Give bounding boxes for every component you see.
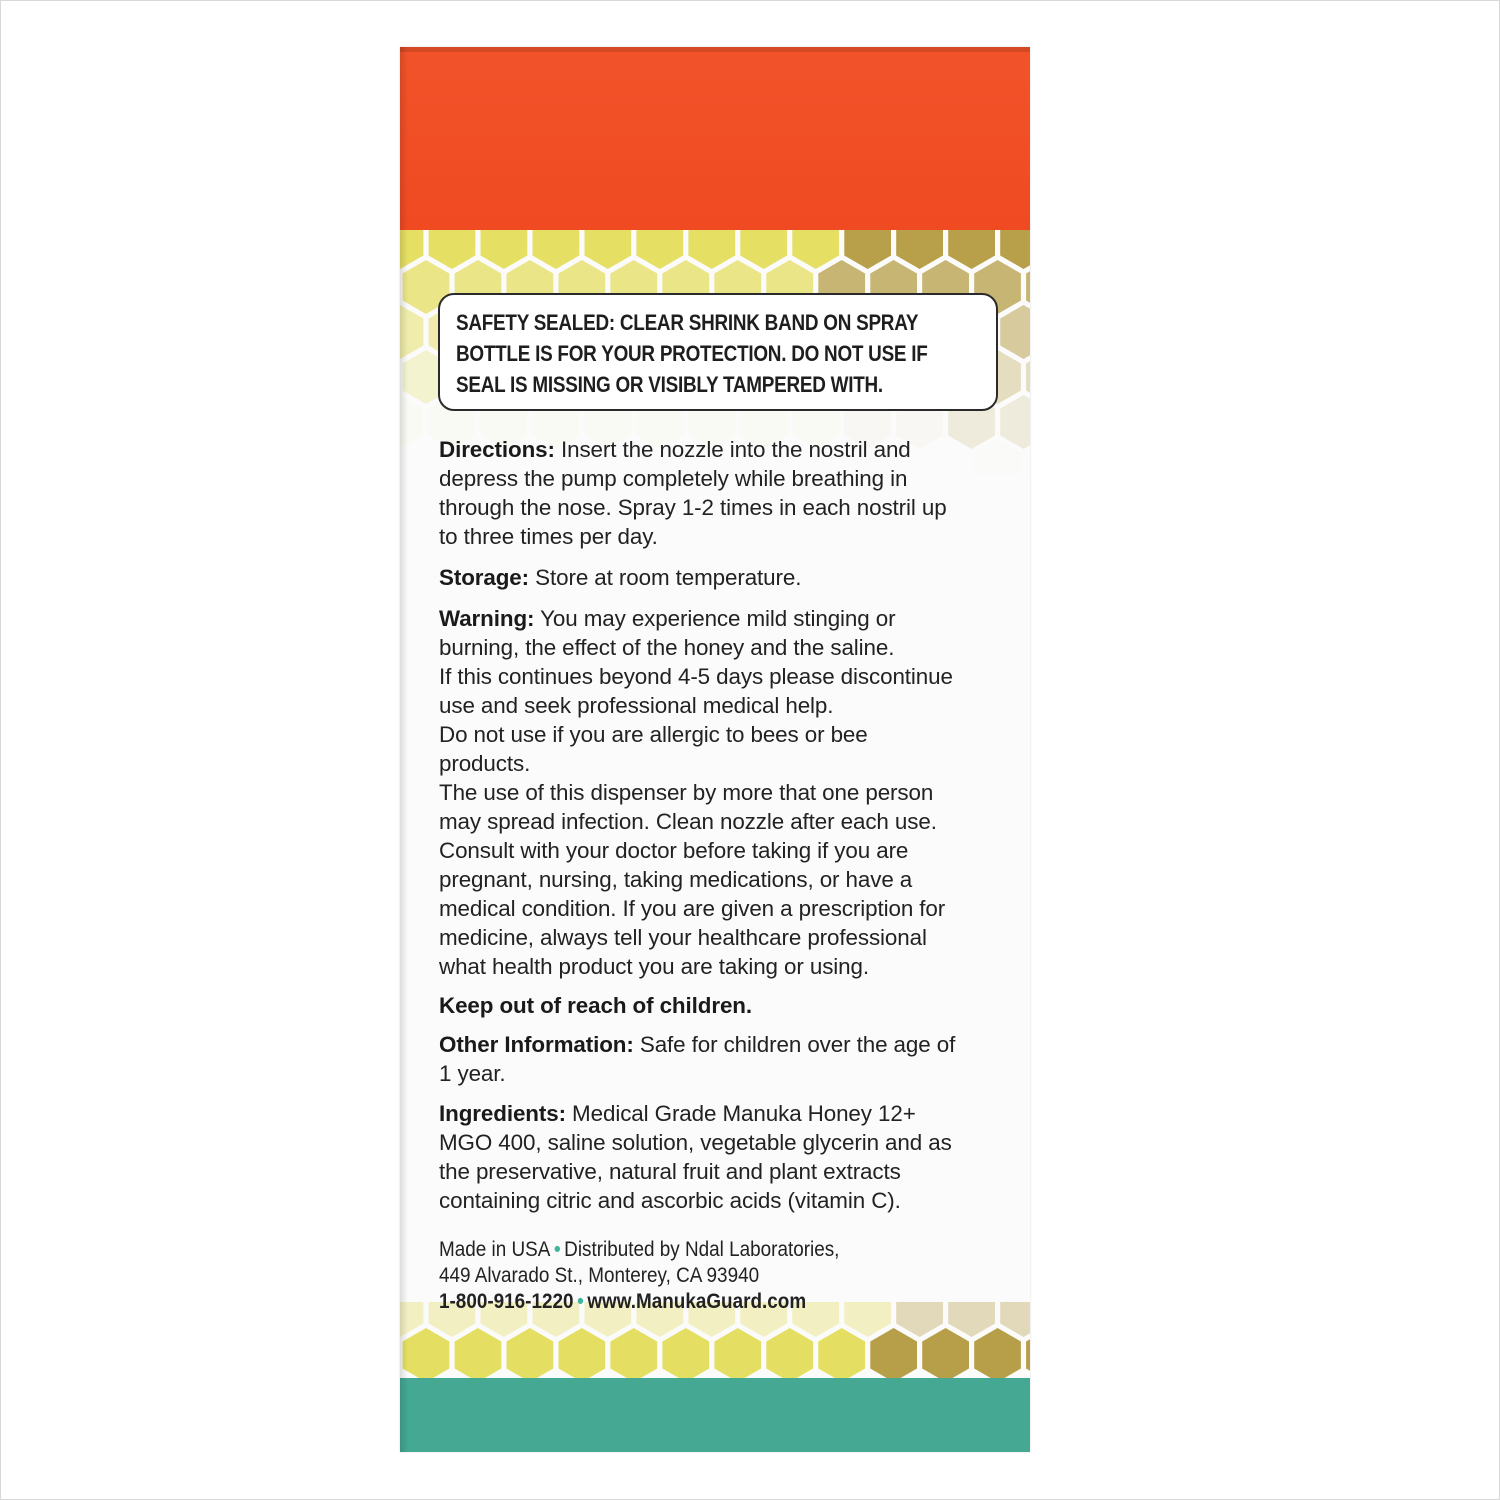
ingredients-line: containing citric and ascorbic acids (vitamin C). (439, 1188, 901, 1213)
label-content (400, 47, 1030, 1452)
separator-dot: • (577, 1290, 584, 1313)
address-text: 449 Alvarado St., Monterey, CA 93940 (439, 1264, 760, 1287)
warning-line: The use of this dispenser by more that one person (439, 780, 934, 805)
warning-line: products. (439, 751, 531, 776)
other-information-section (439, 1030, 1029, 1088)
other-information-label: Other Information: (439, 1032, 634, 1057)
separator-dot: • (553, 1238, 561, 1261)
storage-text: Store at room temperature. (529, 565, 802, 590)
warning-line: medical condition. If you are given a prescription for (439, 896, 946, 921)
directions-section (439, 435, 1029, 551)
keep-out-section (439, 991, 1029, 1020)
distributor-text: Distributed by Ndal Laboratories, (564, 1238, 840, 1261)
ingredients-line: the preservative, natural fruit and plant extracts (439, 1159, 901, 1184)
warning-line: medicine, always tell your healthcare professional (439, 925, 927, 950)
warning-line: Do not use if you are allergic to bees or bee (439, 722, 868, 747)
ingredients-section (439, 1099, 1029, 1215)
warning-line: Consult with your doctor before taking if you are (439, 838, 909, 863)
warning-line: may spread infection. Clean nozzle after each use. (439, 809, 937, 834)
directions-line: through the nose. Spray 1-2 times in each nostril up (439, 495, 947, 520)
product-box-side-panel (400, 47, 1030, 1452)
warning-text: You may experience mild stinging or (534, 606, 896, 631)
phone-number: 1-800-916-1220 (439, 1290, 574, 1313)
ingredients-text: Medical Grade Manuka Honey 12+ (565, 1101, 916, 1126)
warning-line: burning, the effect of the honey and the saline. (439, 635, 895, 660)
made-in-text: Made in USA (439, 1238, 551, 1261)
keep-out-text: Keep out of reach of children. (439, 993, 752, 1018)
warning-line: what health product you are taking or using. (439, 954, 869, 979)
seal-line: SEAL IS MISSING OR VISIBLY TAMPERED WITH. (456, 372, 883, 397)
warning-line: pregnant, nursing, taking medications, or have a (439, 867, 913, 892)
other-information-line: 1 year. (439, 1061, 506, 1086)
warning-line: use and seek professional medical help. (439, 693, 834, 718)
ingredients-line: MGO 400, saline solution, vegetable glycerin and as (439, 1130, 952, 1155)
warning-label: Warning: (439, 606, 535, 631)
warning-line: If this continues beyond 4-5 days please discontinue (439, 664, 953, 689)
directions-line: to three times per day. (439, 524, 658, 549)
other-information-text: Safe for children over the age of (633, 1032, 956, 1057)
warning-section (439, 604, 1029, 981)
safety-sealed-text (456, 307, 994, 400)
safety-sealed-notice (438, 293, 998, 411)
distributor-footer (439, 1237, 839, 1315)
website-url: www.ManukaGuard.com (587, 1290, 807, 1313)
directions-label: Directions: (439, 437, 555, 462)
directions-line: depress the pump completely while breathing in (439, 466, 908, 491)
storage-label: Storage: (439, 565, 530, 590)
seal-line: SAFETY SEALED: CLEAR SHRINK BAND ON SPRAY (456, 310, 919, 335)
ingredients-label: Ingredients: (439, 1101, 566, 1126)
storage-section (439, 563, 1029, 592)
seal-line: BOTTLE IS FOR YOUR PROTECTION. DO NOT USE IF (456, 341, 928, 366)
directions-text: Insert the nozzle into the nostril and (554, 437, 911, 462)
